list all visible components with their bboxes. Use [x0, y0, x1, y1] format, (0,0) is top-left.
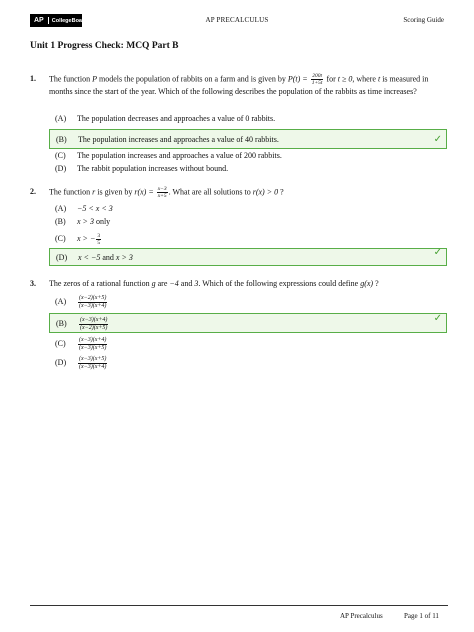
- stem-condition: r(x) > 0: [252, 187, 279, 197]
- answer-option-b-correct[interactable]: [49, 313, 447, 333]
- correct-check-icon: ✓: [433, 134, 442, 145]
- stem-text: . What are all solutions to: [168, 187, 253, 197]
- option-label: (D): [55, 164, 67, 173]
- question-stem: [49, 73, 447, 97]
- question-1: [30, 73, 448, 183]
- fraction-numerator: x−3: [157, 186, 167, 192]
- option-label: (C): [55, 339, 66, 348]
- option-fraction: [79, 317, 108, 332]
- question-number: 1.: [30, 74, 36, 83]
- option-text: [77, 354, 108, 372]
- fraction-numerator: (x−2)(x+5): [79, 294, 107, 301]
- question-stem: [49, 278, 447, 289]
- question-3: [30, 278, 448, 378]
- question-2: [30, 186, 448, 271]
- fraction-numerator: (x−3)(x+4): [80, 316, 108, 323]
- option-math: x > 3: [115, 253, 133, 262]
- option-label: (A): [55, 297, 67, 306]
- footer-page-number: Page 1 of 11: [404, 612, 439, 620]
- stem-text: and: [178, 279, 195, 288]
- option-label: (B): [55, 217, 66, 226]
- answer-option-c[interactable]: [49, 231, 447, 247]
- option-text: [77, 231, 102, 247]
- fraction-numerator: 200t: [312, 73, 322, 79]
- option-label: (D): [56, 253, 68, 262]
- stem-text: ?: [373, 279, 379, 288]
- option-text-rest: only: [93, 217, 111, 226]
- option-math: x < −5: [78, 253, 101, 262]
- stem-text: are: [155, 279, 170, 288]
- question-number: 2.: [30, 187, 36, 196]
- option-text: The population increases and approaches a value of 200 rabbits.: [77, 151, 282, 160]
- stem-text: , where: [352, 74, 378, 84]
- option-text: [78, 314, 109, 334]
- stem-text: The zeros of a rational function: [49, 279, 152, 288]
- option-fraction: [78, 356, 107, 371]
- fraction-denominator: x+5: [157, 193, 167, 199]
- fraction-denominator: (x−3)(x+4): [79, 302, 107, 309]
- stem-function: r(x) =: [134, 187, 156, 197]
- option-fraction: [78, 337, 107, 352]
- option-label: (C): [55, 234, 66, 243]
- option-fraction: [96, 233, 101, 246]
- fraction-numerator: (x−3)(x+5): [79, 355, 107, 362]
- answer-option-a[interactable]: [49, 203, 447, 215]
- header-course-name: AP PRECALCULUS: [205, 16, 269, 24]
- page-header: [0, 12, 474, 34]
- stem-text: The function: [49, 187, 93, 197]
- stem-text: is given by: [95, 187, 135, 197]
- stem-zero: −4: [169, 279, 179, 288]
- fraction-numerator: 3: [97, 232, 101, 239]
- stem-condition: t ≥ 0: [337, 74, 353, 84]
- option-text-mid: and: [100, 253, 116, 262]
- stem-variable: g: [151, 279, 156, 288]
- option-text: The rabbit population increases without bound.: [77, 164, 229, 173]
- answer-option-d[interactable]: [49, 163, 447, 175]
- option-text: The population increases and approaches a value of 40 rabbits.: [78, 135, 279, 144]
- logo-collegeboard-text: CollegeBoard: [51, 17, 88, 24]
- answer-option-b[interactable]: [49, 216, 447, 228]
- fraction-numerator: (x−3)(x+4): [79, 336, 107, 343]
- header-scoring-guide: Scoring Guide: [403, 16, 444, 24]
- stem-fraction: [311, 73, 324, 86]
- answer-option-b-correct[interactable]: [49, 129, 447, 149]
- fraction-denominator: (x−3)(x+5): [79, 344, 107, 351]
- stem-variable: r: [92, 187, 96, 197]
- stem-function: P(t) =: [287, 74, 310, 84]
- option-label: (A): [55, 204, 67, 213]
- option-text: The population decreases and approaches a value of 0 rabbits.: [77, 114, 276, 123]
- option-label: (C): [55, 151, 66, 160]
- answer-option-c[interactable]: [49, 150, 447, 162]
- page-title: Unit 1 Progress Check: MCQ Part B: [30, 41, 179, 51]
- stem-text: models the population of rabbits on a farm and is given by: [97, 74, 288, 84]
- option-math: x > 3: [77, 217, 94, 226]
- stem-text: is measured in months since the start of the year. Which of the following describes the population of the rabbits as time increases?: [49, 74, 429, 96]
- option-text: −5 < x < 3: [77, 204, 113, 213]
- fraction-denominator: (x−2)(x+5): [80, 324, 108, 331]
- footer-course-name: AP Precalculus: [340, 612, 383, 620]
- option-math: x > −: [77, 234, 96, 243]
- correct-check-icon: ✓: [433, 313, 442, 324]
- option-text: [77, 335, 108, 353]
- stem-text: ?: [278, 187, 284, 197]
- answer-option-c[interactable]: [49, 335, 447, 353]
- option-label: (B): [56, 135, 67, 144]
- correct-check-icon: ✓: [433, 247, 442, 258]
- answer-option-a[interactable]: [49, 293, 447, 311]
- option-text: [77, 293, 108, 311]
- stem-zero: 3: [194, 279, 199, 288]
- footer-divider: [30, 605, 448, 606]
- option-label: (D): [55, 358, 67, 367]
- answer-option-d[interactable]: [49, 354, 447, 372]
- answer-option-a[interactable]: [49, 113, 447, 125]
- stem-fraction: [157, 186, 168, 199]
- stem-text: The function: [49, 74, 93, 84]
- fraction-denominator: 1+5t: [311, 80, 323, 86]
- option-fraction: [78, 295, 107, 310]
- option-label: (B): [56, 319, 67, 328]
- question-stem: [49, 186, 447, 199]
- fraction-denominator: (x−3)(x+4): [79, 363, 107, 370]
- option-label: (A): [55, 114, 67, 123]
- stem-variable: P: [92, 74, 97, 84]
- fraction-denominator: 5: [97, 239, 101, 246]
- answer-option-d-correct[interactable]: [49, 248, 447, 266]
- option-text: [78, 249, 133, 267]
- option-text: [77, 216, 110, 228]
- stem-function: g(x): [360, 279, 374, 288]
- question-number: 3.: [30, 279, 36, 288]
- logo-ap-text: AP: [30, 17, 49, 24]
- stem-text: . Which of the following expressions could define: [198, 279, 361, 288]
- stem-text: for: [324, 74, 338, 84]
- stem-variable: t: [377, 74, 381, 84]
